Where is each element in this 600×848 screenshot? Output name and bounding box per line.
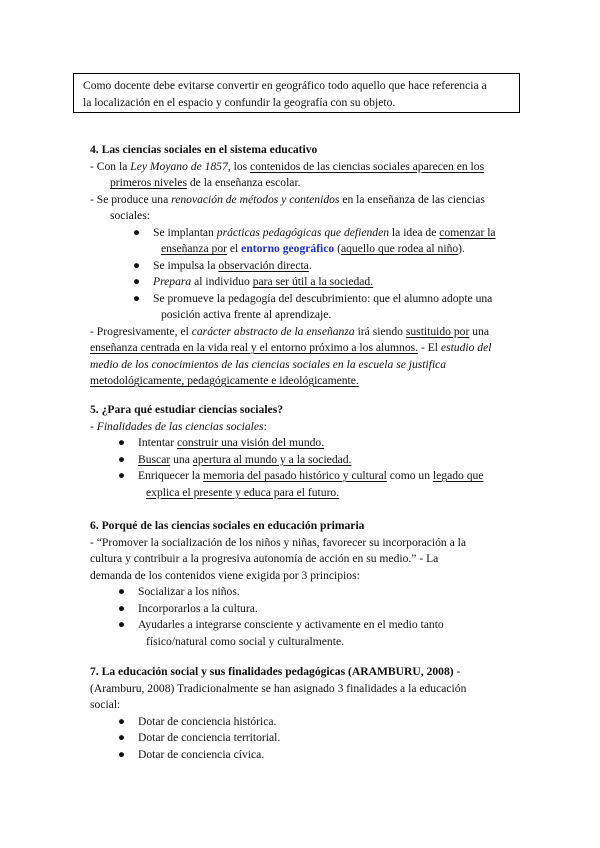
list-item: ● Prepara al individuo para ser útil a la sociedad. bbox=[90, 274, 510, 291]
highlight-term: entorno geográfico bbox=[241, 242, 335, 255]
bullet-icon: ● bbox=[118, 585, 126, 598]
bullet-icon: ● bbox=[133, 275, 141, 288]
section-5-heading: 5. ¿Para qué estudiar ciencias sociales? bbox=[90, 403, 284, 416]
s6-line: cultura y contribuir a la progresiva autonomía de acción en su medio.” - La bbox=[90, 552, 439, 565]
list-item: ● Buscar una apertura al mundo y a la sociedad. bbox=[90, 452, 510, 469]
bullet-icon: ● bbox=[118, 618, 126, 631]
bullet-icon: ● bbox=[133, 291, 141, 305]
section-4-heading: 4. Las ciencias sociales en el sistema educativo bbox=[90, 143, 318, 156]
s4-paragraph-1: - Con la Ley Moyano de 1857, los contenidos de las ciencias sociales aparecen en los bbox=[90, 159, 485, 173]
bullet-icon: ● bbox=[133, 225, 141, 239]
s6-line: demanda de los contenidos viene exigida por 3 principios: bbox=[90, 568, 360, 582]
s4-paragraph-3-line4: metodológicamente, pedagógicamente e ideológicamente. bbox=[90, 374, 359, 387]
intro-line: la localización en el espacio y confundir la geografía con su objeto. bbox=[83, 95, 396, 109]
bullet-icon: ● bbox=[118, 714, 126, 728]
s7-line: social: bbox=[90, 698, 121, 711]
list-item: ● Se implantan prácticas pedagógicas que defienden la idea de comenzar la enseñanza por el entorno geográfico (aquello que rodea al niño). bbox=[133, 225, 496, 255]
section-5 bbox=[90, 402, 510, 501]
s4-paragraph-3-line2: enseñanza centrada en la vida real y el entorno próximo a los alumnos. - El estudio del bbox=[90, 341, 492, 354]
list-item: ● Incorporarlos a la cultura. bbox=[90, 601, 510, 618]
section-6-heading: 6. Porqué de las ciencias sociales en educación primaria bbox=[90, 519, 365, 532]
list-item: ● Dotar de conciencia territorial. bbox=[90, 730, 510, 747]
list-item: ● Se impulsa la observación directa. bbox=[90, 258, 510, 275]
s4-paragraph-2: - Se produce una renovación de métodos y contenidos en la enseñanza de las ciencias bbox=[90, 192, 485, 206]
s4-paragraph-1-cont: primeros niveles de la enseñanza escolar. bbox=[110, 176, 301, 189]
bullet-icon: ● bbox=[133, 258, 141, 272]
s6-line: - “Promover la socialización de los niños y niñas, favorecer su incorporación a la bbox=[90, 535, 467, 549]
s4-paragraph-3-line3: medio de los conocimientos de las ciencias sociales en la escuela se justifica bbox=[90, 357, 447, 371]
list-item: ● Se promueve la pedagogía del descubrimiento: que el alumno adopte una posición activa frente al aprendizaje. bbox=[133, 291, 493, 321]
intro-line: Como docente debe evitarse convertir en geográfico todo aquello que hace referencia a bbox=[83, 79, 487, 92]
section-4 bbox=[90, 142, 510, 390]
list-item: ● Intentar construir una visión del mundo. bbox=[90, 435, 510, 452]
bullet-icon: ● bbox=[118, 469, 126, 482]
section-6 bbox=[90, 518, 510, 650]
list-item: ● Dotar de conciencia histórica. bbox=[90, 714, 510, 731]
bullet-icon: ● bbox=[118, 436, 126, 449]
s4-paragraph-2-cont: sociales: bbox=[110, 209, 150, 222]
bullet-icon: ● bbox=[118, 452, 126, 466]
bullet-icon: ● bbox=[118, 747, 126, 761]
list-item: ● Dotar de conciencia cívica. bbox=[90, 747, 510, 764]
bullet-icon: ● bbox=[118, 601, 126, 615]
section-7 bbox=[90, 664, 510, 763]
s4-paragraph-3: - Progresivamente, el carácter abstracto de la enseñanza irá siendo sustituido por una bbox=[90, 324, 489, 338]
s7-line: (Aramburu, 2008) Tradicionalmente se han asignado 3 finalidades a la educación bbox=[90, 681, 467, 695]
section-7-heading: 7. La educación social y sus finalidades pedagógicas (ARAMBURU, 2008) - bbox=[90, 665, 461, 678]
list-item: ● Socializar a los niños. bbox=[90, 584, 510, 601]
list-item: ● Ayudarles a integrarse consciente y activamente en el medio tanto físico/natural como social y culturalmente. bbox=[118, 618, 444, 648]
list-item: ● Enriquecer la memoria del pasado histórico y cultural como un legado que explica el presente y educa para el futuro. bbox=[118, 469, 484, 499]
bullet-icon: ● bbox=[118, 731, 126, 744]
s5-subheading: - Finalidades de las ciencias sociales: bbox=[90, 419, 267, 433]
intro-note-box bbox=[73, 73, 520, 113]
